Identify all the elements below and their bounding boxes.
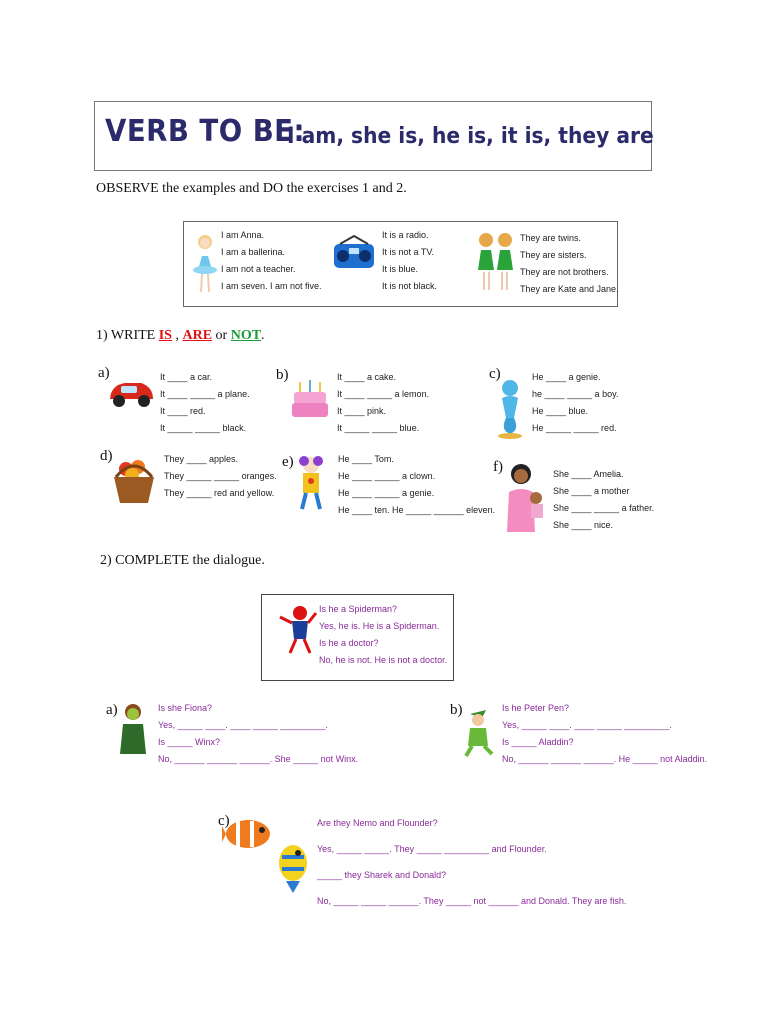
sentence: It ____ red. bbox=[160, 406, 206, 416]
dialogue-line: Are they Nemo and Flounder? bbox=[317, 818, 438, 828]
dialogue-line: _____ they Sharek and Donald? bbox=[317, 870, 447, 880]
ex2-c-label: c) bbox=[218, 813, 230, 829]
ex2-a-lines bbox=[158, 700, 358, 768]
ex1-b-lines bbox=[337, 369, 429, 437]
sentence: He ____ ten. He _____ ______ eleven. bbox=[338, 505, 496, 515]
ex1-a-lines bbox=[160, 369, 250, 437]
ex1-heading: 1) WRITE IS , ARE or NOT. bbox=[96, 328, 265, 343]
twins-icon bbox=[476, 228, 516, 298]
sentence: She ____ _____ a father. bbox=[553, 503, 655, 513]
sentence: He ____ _____ a genie. bbox=[338, 488, 435, 498]
sentence: They ____ apples. bbox=[164, 454, 239, 464]
sentence: She ____ Amelia. bbox=[553, 469, 624, 479]
cake-icon bbox=[290, 378, 330, 420]
dialogue-line: Is he a Spiderman? bbox=[319, 604, 398, 614]
flounder-icon bbox=[276, 835, 310, 895]
example-line: I am not a teacher. bbox=[221, 264, 296, 274]
ballerina-icon bbox=[190, 232, 220, 297]
sentence: he ____ _____ a boy. bbox=[532, 389, 619, 399]
mother-child-icon bbox=[505, 462, 547, 534]
example-col2-lines bbox=[382, 227, 437, 295]
example-col3-lines bbox=[520, 230, 619, 298]
sentence: They _____ _____ oranges. bbox=[164, 471, 277, 481]
dialogue-example-lines bbox=[319, 601, 447, 669]
dialogue-line: No, ______ ______ ______. He _____ not Aladdin. bbox=[502, 754, 708, 764]
dialogue-line: Yes, _____ ____. ____ _____ _________. bbox=[158, 720, 328, 730]
ex1-c-label: c) bbox=[489, 366, 501, 382]
sentence: It ____ a cake. bbox=[337, 372, 397, 382]
sentence: He _____ _____ red. bbox=[532, 423, 617, 433]
sentence: He ____ a genie. bbox=[532, 372, 601, 382]
dialogue-line: No, he is not. He is not a doctor. bbox=[319, 655, 448, 665]
sentence: It ____ pink. bbox=[337, 406, 387, 416]
example-line: It is not a TV. bbox=[382, 247, 435, 257]
dialogue-line: Is he Peter Pen? bbox=[502, 703, 570, 713]
ex1-e-label: e) bbox=[282, 454, 294, 470]
ex1-f-lines bbox=[553, 466, 654, 534]
example-col1-lines bbox=[221, 227, 322, 295]
example-line: I am a ballerina. bbox=[221, 247, 286, 257]
ex2-a-label: a) bbox=[106, 702, 118, 718]
dialogue-line: No, ______ ______ ______. She _____ not Winx. bbox=[158, 754, 359, 764]
fiona-icon bbox=[118, 702, 148, 756]
title-box bbox=[94, 101, 652, 171]
sentence: She ____ nice. bbox=[553, 520, 614, 530]
dialogue-line: Is _____ Aladdin? bbox=[502, 737, 574, 747]
ex1-c-lines bbox=[532, 369, 618, 437]
example-line: I am Anna. bbox=[221, 230, 265, 240]
example-line: I am seven. I am not five. bbox=[221, 281, 322, 291]
nemo-icon bbox=[222, 812, 274, 860]
ex1-d-lines bbox=[164, 451, 277, 502]
ex1-a-label: a) bbox=[98, 365, 110, 381]
dialogue-example-box bbox=[261, 594, 454, 681]
dialogue-line: Yes, _____ _____. They _____ _________ and Flounder. bbox=[317, 844, 547, 854]
ex2-b-lines bbox=[502, 700, 707, 768]
example-line: They are not brothers. bbox=[520, 267, 609, 277]
car-icon bbox=[107, 373, 155, 413]
sentence: He ____ blue. bbox=[532, 406, 589, 416]
radio-icon bbox=[332, 234, 376, 270]
ex2-heading: 2) COMPLETE the dialogue. bbox=[100, 553, 265, 568]
sentence: He ____ _____ a clown. bbox=[338, 471, 436, 481]
sentence: It ____ _____ a lemon. bbox=[337, 389, 430, 399]
dialogue-line: Is she Fiona? bbox=[158, 703, 213, 713]
sentence: He ____ Tom. bbox=[338, 454, 394, 464]
sentence: It ____ a car. bbox=[160, 372, 213, 382]
genie-icon bbox=[496, 378, 526, 440]
clown-icon bbox=[293, 455, 329, 515]
example-line: They are sisters. bbox=[520, 250, 587, 260]
example-line: It is not black. bbox=[382, 281, 438, 291]
ex2-c-lines bbox=[317, 810, 626, 914]
example-line: It is a radio. bbox=[382, 230, 429, 240]
dialogue-line: Yes, _____ ____. ____ _____ _________. bbox=[502, 720, 672, 730]
ex2-b-label: b) bbox=[450, 702, 463, 718]
title-sub: I am, she is, he is, it is, they are bbox=[287, 124, 654, 149]
example-line: They are twins. bbox=[520, 233, 582, 243]
sentence: It ____ _____ a plane. bbox=[160, 389, 250, 399]
dialogue-line: No, _____ _____ ______. They _____ not ______ and Donald. They are fish. bbox=[317, 896, 627, 906]
dialogue-line: Is _____ Winx? bbox=[158, 737, 221, 747]
example-line: It is blue. bbox=[382, 264, 419, 274]
peter-pan-icon bbox=[462, 706, 498, 758]
instruction: OBSERVE the examples and DO the exercises 1 and 2. bbox=[96, 181, 407, 196]
dialogue-line: Is he a doctor? bbox=[319, 638, 379, 648]
example-line: They are Kate and Jane. bbox=[520, 284, 619, 294]
ex1-f-label: f) bbox=[493, 459, 503, 475]
sentence: They _____ red and yellow. bbox=[164, 488, 275, 498]
ex1-b-label: b) bbox=[276, 367, 289, 383]
spiderman-icon bbox=[278, 603, 318, 655]
sentence: It _____ _____ black. bbox=[160, 423, 247, 433]
apple-basket-icon bbox=[110, 455, 158, 507]
sentence: It _____ _____ blue. bbox=[337, 423, 420, 433]
title-main: VERB TO BE: bbox=[105, 114, 305, 149]
sentence: She ____ a mother bbox=[553, 486, 630, 496]
ex1-e-lines bbox=[338, 451, 495, 519]
ex1-d-label: d) bbox=[100, 448, 113, 464]
dialogue-line: Yes, he is. He is a Spiderman. bbox=[319, 621, 440, 631]
